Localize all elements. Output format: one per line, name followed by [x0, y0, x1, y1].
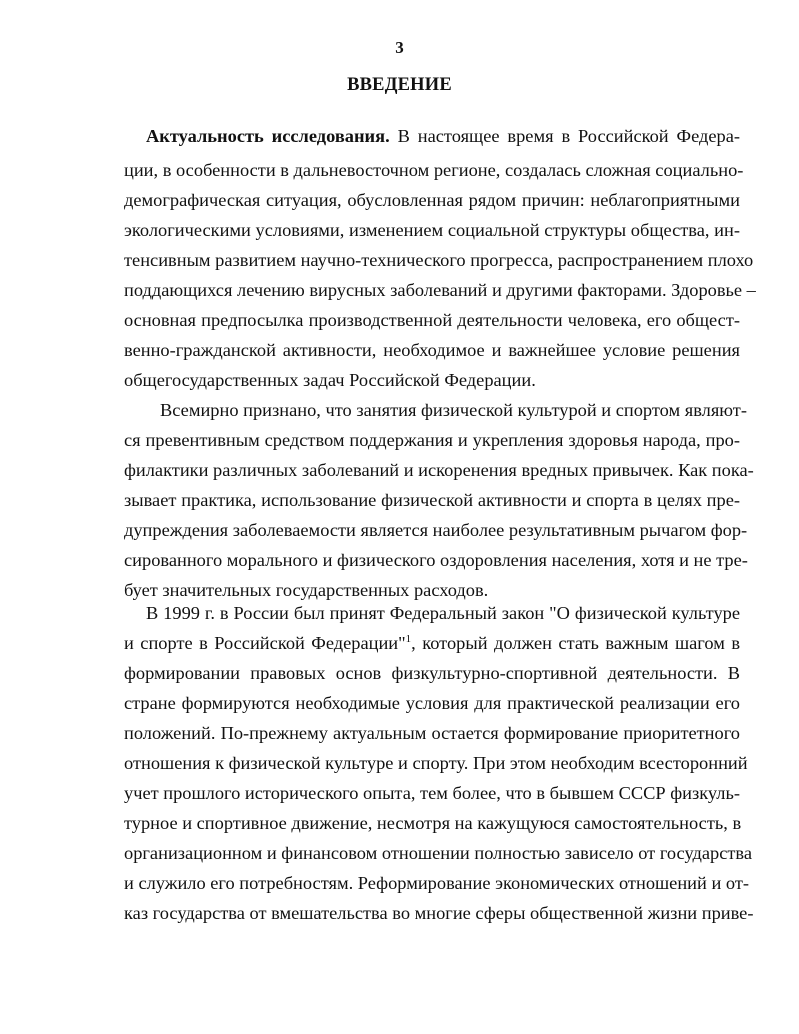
text-line: поддающихся лечению вирусных заболеваний и другими факторами. Здоровье –: [124, 280, 756, 300]
line-text: , который должен стать важным шагом в: [411, 633, 741, 653]
footnote-marker: 1: [405, 632, 412, 645]
text-line: [124, 630, 740, 657]
paragraph-lead: Актуальность исследования.: [146, 126, 390, 146]
text-line: отношения к физической культуре и спорту. При этом необходим всесторонний: [124, 753, 748, 773]
text-line: ся превентивным средством поддержания и укрепления здоровья народа, про-: [124, 430, 740, 450]
text-line: В 1999 г. в России был принят Федеральный закон "О физической культуре: [146, 603, 740, 623]
text-line: общегосударственных задач Российской Федерации.: [124, 370, 536, 390]
text-line: организационном и финансовом отношении полностью зависело от государства: [124, 843, 753, 863]
text-line: ции, в особенности в дальневосточном регионе, создалась сложная социально-: [124, 160, 744, 180]
text-line: филактики различных заболеваний и искоренения вредных привычек. Как пока-: [124, 460, 754, 480]
text-line: основная предпосылка производственной деятельности человека, его общест-: [124, 310, 740, 330]
section-heading: ВВЕДЕНИЕ: [347, 75, 452, 95]
text-line: Всемирно признано, что занятия физической культурой и спортом являют-: [160, 400, 747, 420]
law-title-text: и спорте в Российской Федерации": [124, 633, 406, 653]
text-line: дупреждения заболеваемости является наиболее результативным рычагом фор-: [124, 520, 748, 540]
text-line: тенсивным развитием научно-технического прогресса, распространением плохо: [124, 250, 754, 270]
text-line: бует значительных государственных расходов.: [124, 580, 489, 600]
page-number: 3: [395, 38, 404, 57]
text-line: сированного морального и физического оздоровления населения, хотя и не тре-: [124, 550, 748, 570]
text-line: [146, 123, 740, 150]
text-line: венно-гражданской активности, необходимое и важнейшее условие решения: [124, 340, 740, 360]
text-line: формировании правовых основ физкультурно-спортивной деятельности. В: [124, 663, 740, 683]
text-line: стране формируются необходимые условия для практической реализации его: [124, 693, 740, 713]
text-line: демографическая ситуация, обусловленная рядом причин: неблагоприятными: [124, 190, 740, 210]
text-line: учет прошлого исторического опыта, тем более, что в бывшем СССР физкуль-: [124, 783, 740, 803]
text-line: положений. По-прежнему актуальным остается формирование приоритетного: [124, 723, 740, 743]
text-line: и служило его потребностям. Реформирование экономических отношений и от-: [124, 873, 750, 893]
text-line: турное и спортивное движение, несмотря на кажущуюся самостоятельность, в: [124, 813, 742, 833]
line-text: В настоящее время в Российской Федера-: [397, 126, 740, 146]
text-line: экологическими условиями, изменением социальной структуры общества, ин-: [124, 220, 740, 240]
text-line: зывает практика, использование физической активности и спорта в целях пре-: [124, 490, 740, 510]
text-line: каз государства от вмешательства во многие сферы общественной жизни приве-: [124, 903, 754, 923]
